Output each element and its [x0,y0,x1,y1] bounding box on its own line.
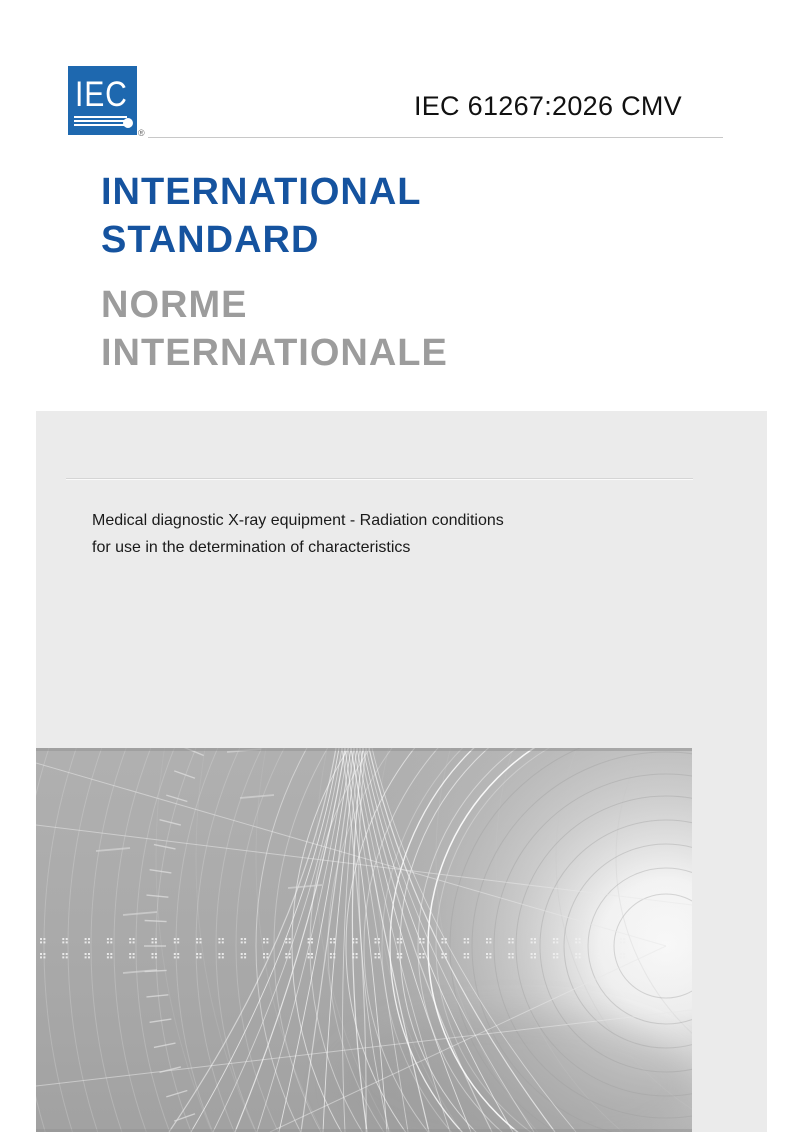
logo-line [74,124,127,126]
heading-en-line1: INTERNATIONAL [101,171,422,213]
heading-international-standard [101,168,422,264]
logo-line [74,120,127,122]
header-rule [148,137,723,138]
registered-trademark-symbol: ® [138,128,145,138]
document-title-line2: for use in the determination of characteristics [92,539,411,556]
cover-art [36,748,692,1132]
heading-en-line2: STANDARD [101,219,320,261]
document-title [92,507,504,561]
iec-logo-lines [74,116,127,128]
heading-norme-internationale [101,281,448,377]
logo-line [74,116,127,118]
iec-logo-text: IEC [75,75,128,114]
heading-fr-line2: INTERNATIONALE [101,332,448,374]
panel-rule [66,478,693,480]
document-title-line1: Medical diagnostic X-ray equipment - Radiation conditions [92,512,504,529]
document-code: IEC 61267:2026 CMV [413,91,682,121]
title-panel [36,411,767,1132]
iec-logo-dot [123,118,133,128]
heading-fr-line1: NORME [101,284,248,326]
iec-logo [68,66,137,135]
